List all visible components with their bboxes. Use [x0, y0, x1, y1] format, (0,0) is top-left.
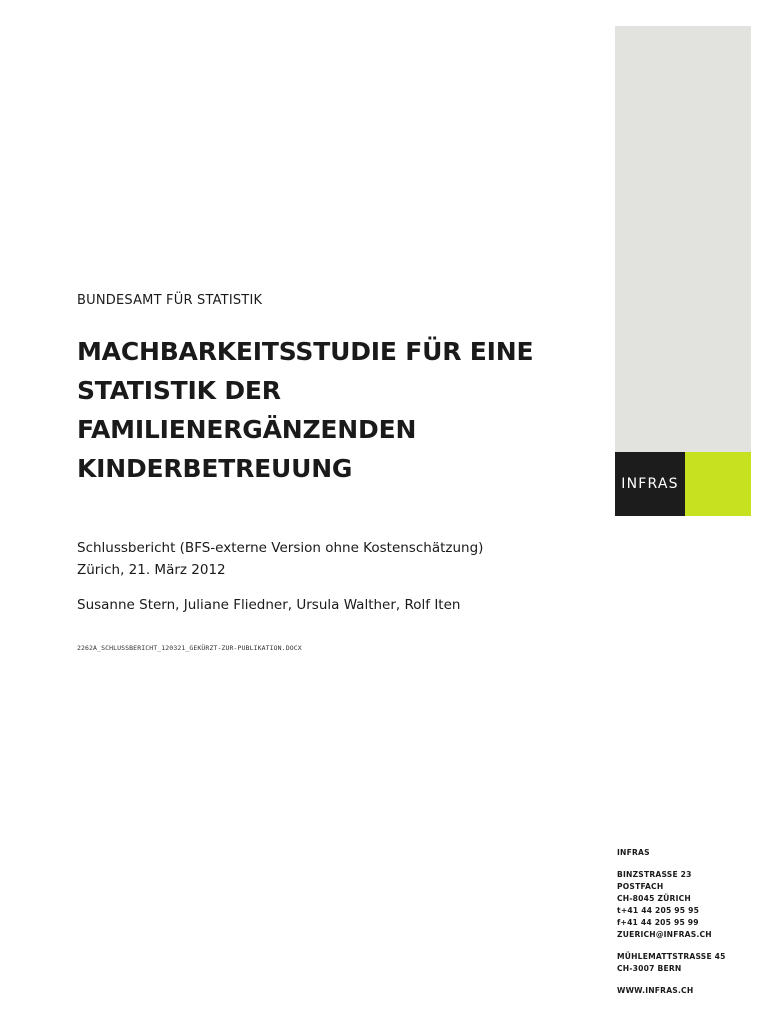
address-spacer — [617, 975, 726, 985]
logo-text: INFRAS — [621, 476, 679, 492]
title-line: KINDERBETREUUNG — [77, 454, 353, 483]
address-company: INFRAS — [617, 848, 650, 857]
address-bern-city: CH-3007 BERN — [617, 964, 682, 973]
address-bern-street: MÜHLEMATTSTRASSE 45 — [617, 952, 726, 961]
report-type: Schlussbericht (BFS-externe Version ohne Kostenschätzung) — [77, 540, 484, 556]
address-fax: f+41 44 205 95 99 — [617, 918, 699, 927]
address-zurich-postbox: POSTFACH — [617, 882, 664, 891]
address-spacer — [617, 859, 726, 869]
address-zurich-city: CH-8045 ZÜRICH — [617, 894, 691, 903]
title-line: FAMILIENERGÄNZENDEN — [77, 415, 417, 444]
document-title — [77, 332, 607, 488]
decorative-gray-band — [615, 26, 751, 452]
address-zurich-street: BINZSTRASSE 23 — [617, 870, 692, 879]
authors: Susanne Stern, Juliane Fliedner, Ursula Walther, Rolf Iten — [77, 597, 461, 613]
address-spacer — [617, 941, 726, 951]
address-email: ZUERICH@INFRAS.CH — [617, 930, 712, 939]
address-website: WWW.INFRAS.CH — [617, 986, 694, 995]
publisher-label: BUNDESAMT FÜR STATISTIK — [77, 293, 263, 308]
title-line: MACHBARKEITSSTUDIE FÜR EINE — [77, 337, 534, 366]
address-phone: t+41 44 205 95 95 — [617, 906, 700, 915]
place-date: Zürich, 21. März 2012 — [77, 562, 226, 578]
title-line: STATISTIK DER — [77, 376, 281, 405]
file-name: 2262A_SCHLUSSBERICHT_120321_GEKÜRZT-ZUR-PUBLIKATION.DOCX — [77, 644, 302, 652]
logo-accent-block — [685, 452, 751, 516]
company-address — [617, 847, 726, 997]
infras-logo — [615, 452, 685, 516]
